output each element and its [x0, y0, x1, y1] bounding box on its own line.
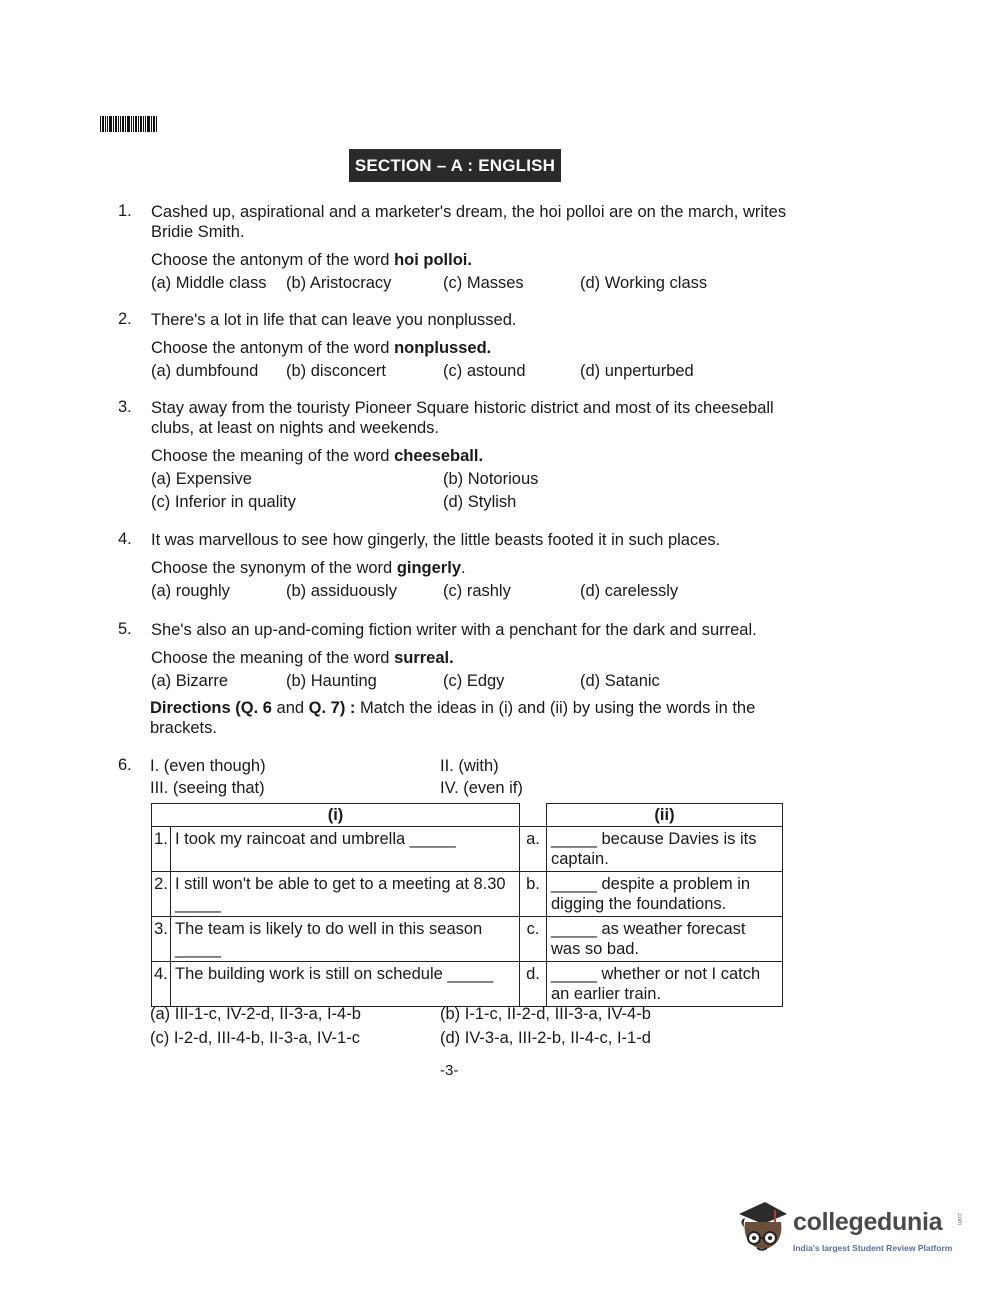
option-c: (c) Edgy — [443, 672, 505, 690]
column-header-ii: (ii) — [547, 804, 783, 827]
option-d: (d) Satanic — [580, 672, 660, 690]
option-a: (a) dumbfound — [151, 362, 259, 380]
question-instruction: Choose the synonym of the word gingerly. — [151, 559, 466, 577]
answer-options — [150, 1004, 770, 1048]
match-table — [151, 803, 783, 1007]
question-2 — [118, 310, 788, 381]
connector-iii: III. (seeing that) — [150, 779, 265, 797]
question-instruction: Choose the antonym of the word hoi polloi. — [151, 251, 472, 269]
option-d: (d) IV-3-a, III-2-b, II-4-c, I-1-d — [440, 1029, 651, 1047]
option-d: (d) unperturbed — [580, 362, 694, 380]
connector-list — [150, 756, 650, 798]
connector-iv: IV. (even if) — [440, 779, 523, 797]
option-d: (d) Working class — [580, 274, 708, 292]
question-stem: It was marvellous to see how gingerly, the little beasts footed it in such places. — [151, 531, 721, 549]
connector-i: I. (even though) — [150, 757, 266, 775]
keyword: surreal. — [394, 649, 454, 667]
option-a: (a) Expensive — [151, 470, 252, 488]
question-stem: Stay away from the touristy Pioneer Square historic district and most of its cheeseball clubs, at least on nights and weekends. — [151, 399, 774, 437]
question-3 — [118, 398, 788, 512]
column-header-i: (i) — [152, 804, 520, 827]
section-title: SECTION – A : ENGLISH — [349, 149, 561, 182]
option-b: (b) Haunting — [286, 672, 377, 690]
connector-ii: II. (with) — [440, 757, 499, 775]
question-instruction: Choose the meaning of the word cheeseball. — [151, 447, 484, 465]
directions: Directions (Q. 6 and Q. 7) : Match the ideas in (i) and (ii) by using the words in the brackets. — [150, 699, 756, 737]
logo-wordmark: collegedunia — [793, 1208, 943, 1236]
option-b: (b) I-1-c, II-2-d, III-3-a, IV-4-b — [440, 1005, 651, 1023]
question-number: 6. — [118, 756, 132, 774]
table-row: 2. I still won't be able to get to a meeting at 8.30 _____ b. _____ despite a problem in digging the foundations. — [152, 872, 783, 917]
options — [151, 469, 788, 512]
logo-suffix: .com — [956, 1212, 962, 1226]
keyword: hoi polloi. — [394, 251, 472, 269]
option-a: (a) Middle class — [151, 274, 267, 292]
options — [151, 671, 788, 691]
question-instruction: Choose the meaning of the word surreal. — [151, 649, 454, 667]
question-number: 5. — [118, 620, 132, 638]
option-b: (b) Aristocracy — [286, 274, 392, 292]
keyword: cheeseball. — [394, 447, 484, 465]
options — [151, 273, 788, 293]
table-row: 1. I took my raincoat and umbrella _____ a. _____ because Davies is its captain. — [152, 827, 783, 872]
option-a: (a) III-1-c, IV-2-d, II-3-a, I-4-b — [150, 1005, 361, 1023]
table-row: 3. The team is likely to do well in this season _____ c. _____ as weather forecast was so bad. — [152, 917, 783, 962]
option-b: (b) assiduously — [286, 582, 397, 600]
option-c: (c) I-2-d, III-4-b, II-3-a, IV-1-c — [150, 1029, 360, 1047]
mascot-icon — [735, 1200, 791, 1260]
question-stem: There's a lot in life that can leave you nonplussed. — [151, 311, 517, 329]
option-a: (a) Bizarre — [151, 672, 229, 690]
question-stem: Cashed up, aspirational and a marketer's dream, the hoi polloi are on the march, writes Bridie Smith. — [151, 203, 787, 241]
question-5 — [118, 620, 788, 691]
question-4 — [118, 530, 788, 601]
logo-tagline: India's largest Student Review Platform — [793, 1243, 953, 1253]
question-number: 4. — [118, 530, 132, 548]
option-b: (b) disconcert — [286, 362, 386, 380]
option-c: (c) astound — [443, 362, 526, 380]
option-c: (c) Masses — [443, 274, 524, 292]
question-1 — [118, 202, 788, 293]
question-number: 3. — [118, 398, 132, 416]
question-number: 1. — [118, 202, 132, 220]
option-d: (d) carelessly — [580, 582, 679, 600]
page-number: -3- — [440, 1062, 459, 1079]
barcode — [100, 116, 168, 132]
collegedunia-logo — [735, 1200, 965, 1260]
option-b: (b) Notorious — [443, 470, 539, 488]
keyword: gingerly — [396, 559, 461, 577]
options — [151, 581, 788, 601]
question-stem: She's also an up-and-coming fiction writer with a penchant for the dark and surreal. — [151, 621, 757, 639]
question-number: 2. — [118, 310, 132, 328]
question-instruction: Choose the antonym of the word nonplussed. — [151, 339, 492, 357]
option-d: (d) Stylish — [443, 493, 517, 511]
option-a: (a) roughly — [151, 582, 230, 600]
keyword: nonplussed. — [394, 339, 492, 357]
option-c: (c) Inferior in quality — [151, 493, 296, 511]
options — [151, 361, 788, 381]
option-c: (c) rashly — [443, 582, 511, 600]
table-row: 4. The building work is still on schedule _____ d. _____ whether or not I catch an earlier train. — [152, 962, 783, 1007]
